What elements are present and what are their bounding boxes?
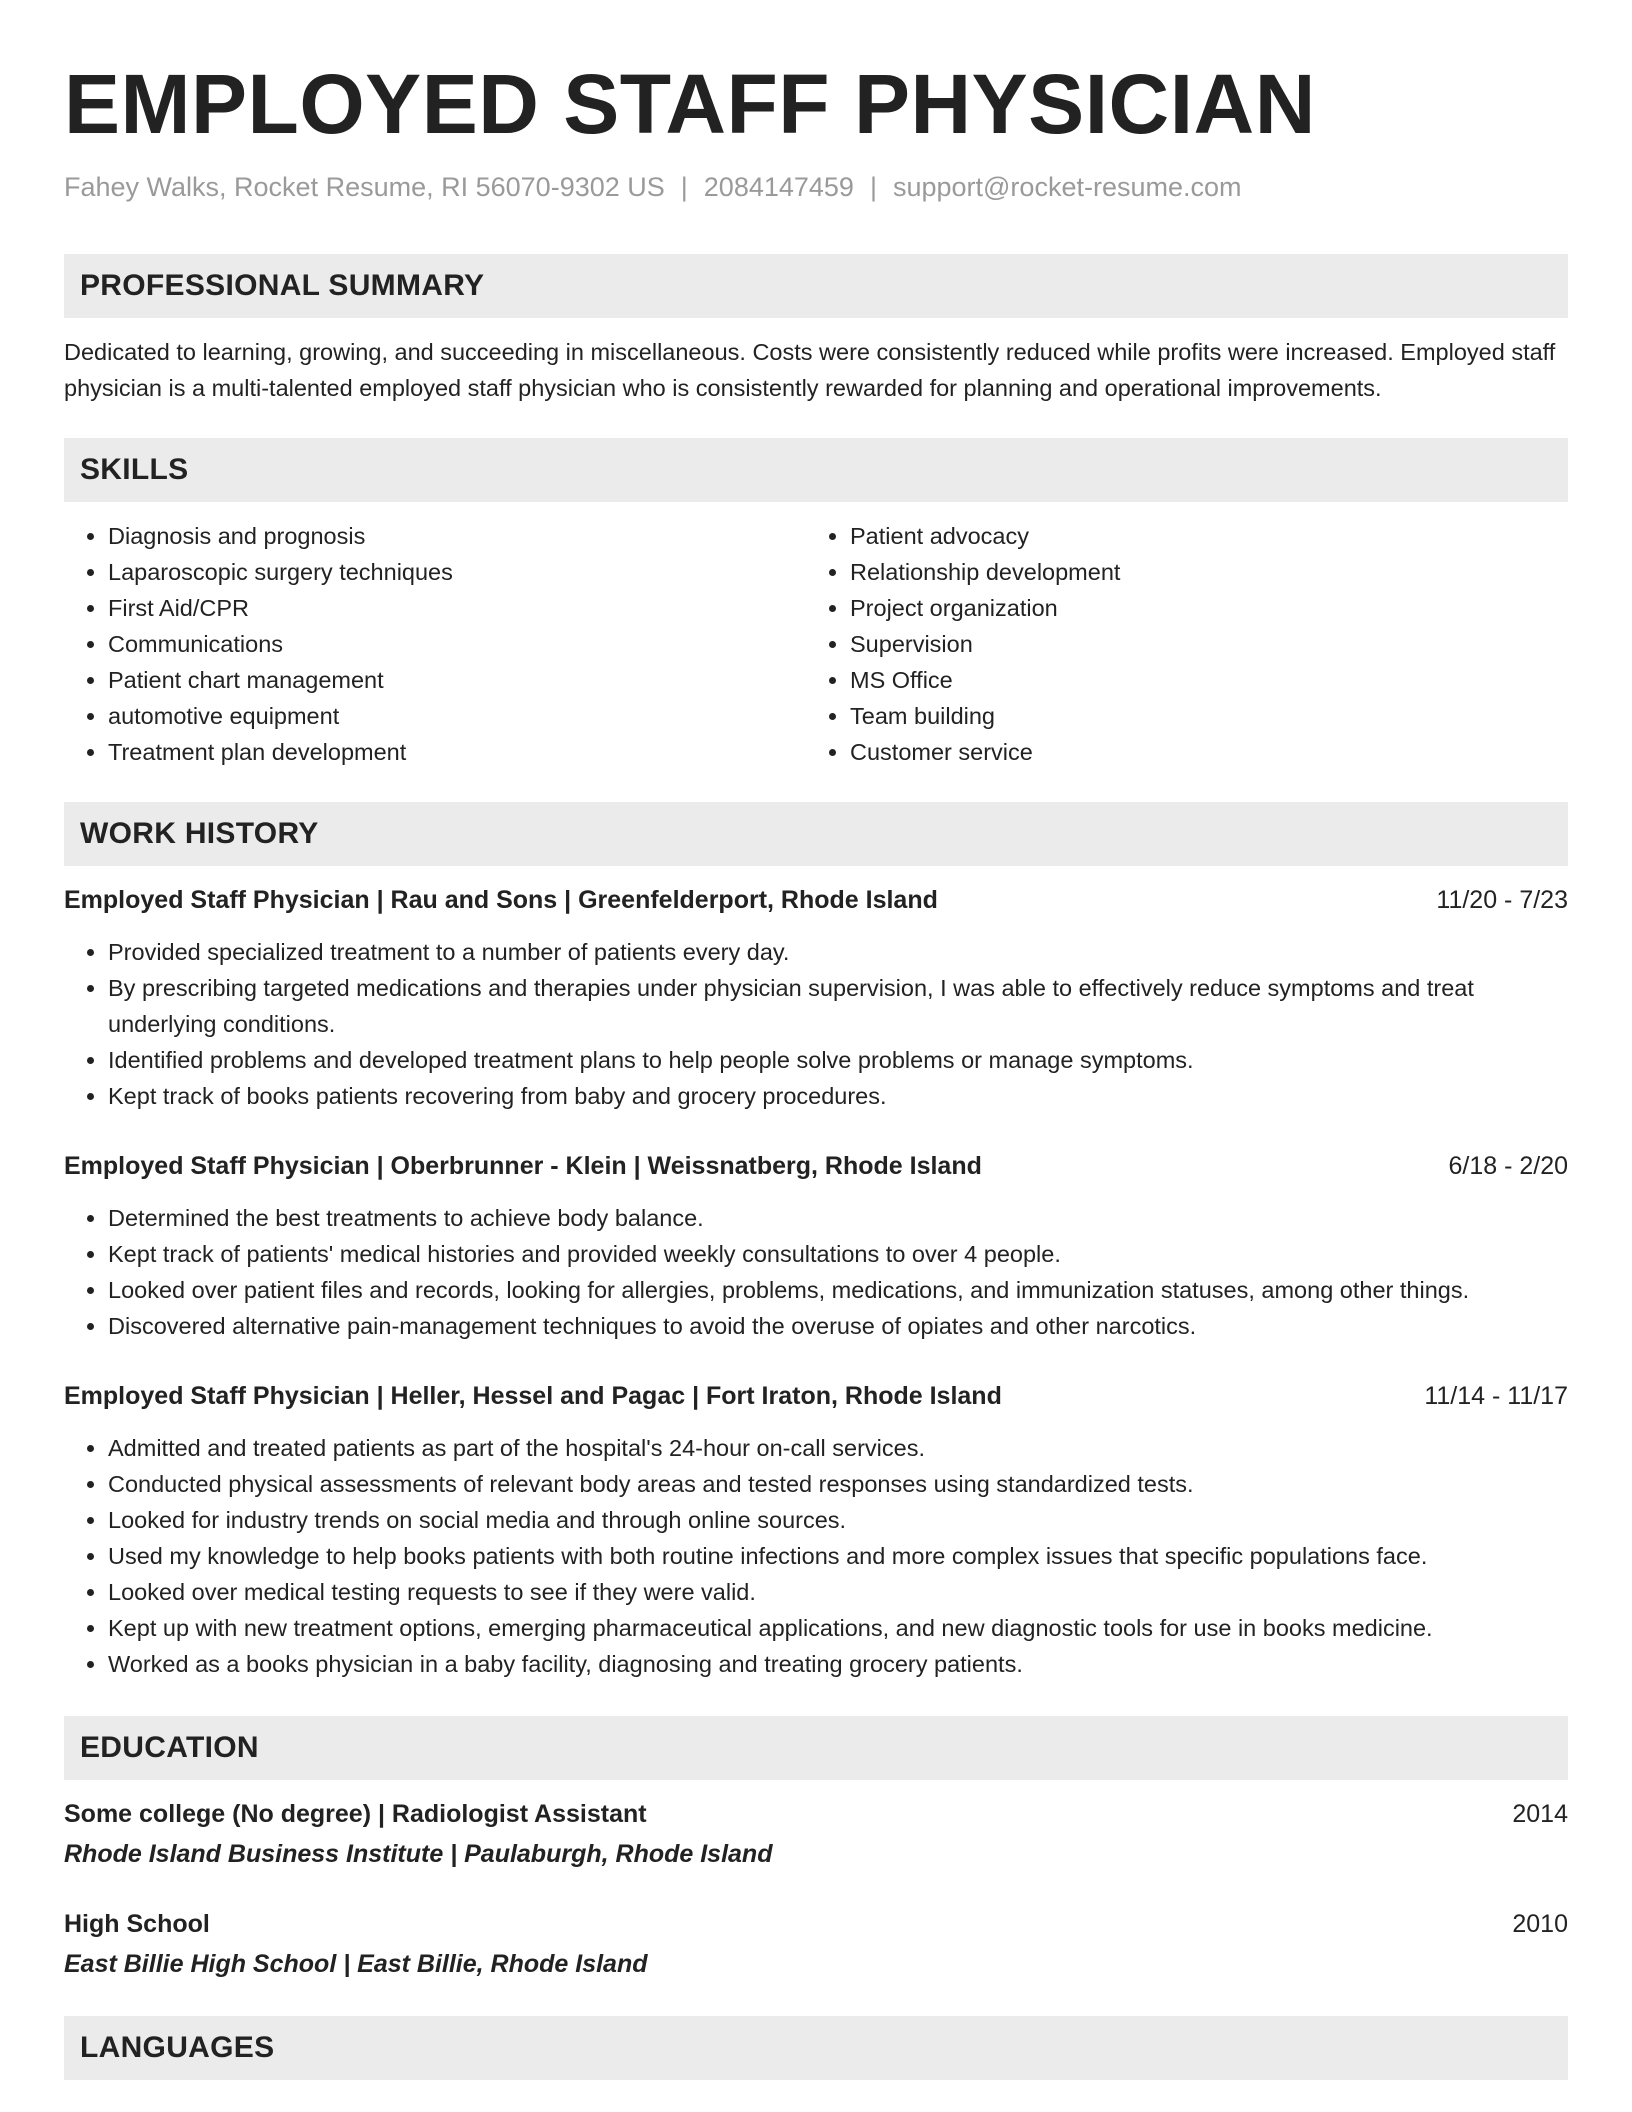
- skill-item: • Relationship development: [850, 554, 1548, 590]
- education-heading: High School: [64, 1910, 210, 1938]
- candidate-title: EMPLOYED STAFF PHYSICIAN: [64, 57, 1316, 151]
- education-heading: Some college (No degree) | Radiologist Assistant: [64, 1800, 647, 1828]
- job-bullet: • Used my knowledge to help books patients with both routine infections and more complex issues that specific populations face.: [108, 1538, 1568, 1574]
- skill-item: • Patient advocacy: [850, 518, 1548, 554]
- job-dates: 11/14 - 11/17: [1424, 1382, 1568, 1410]
- summary-text: Dedicated to learning, growing, and succeeding in miscellaneous. Costs were consistently reduced while profits were increased. Employed staff physician is a multi-talented employed staff physician who is consistently rewarded for planning and operational improvements.: [64, 339, 1556, 401]
- section-header-summary: PROFESSIONAL SUMMARY: [64, 254, 1568, 318]
- skill-item: • Team building: [850, 698, 1548, 734]
- skill-item: • Project organization: [850, 590, 1548, 626]
- section-header-education: EDUCATION: [64, 1716, 1568, 1780]
- job-bullet: • Looked for industry trends on social media and through online sources.: [108, 1502, 1568, 1538]
- skills-list: [64, 518, 1568, 770]
- job-bullet: • Kept track of books patients recovering from baby and grocery procedures.: [108, 1078, 1568, 1114]
- skill-item: • Patient chart management: [108, 662, 806, 698]
- job-heading: Employed Staff Physician | Oberbrunner - Klein | Weissnatberg, Rhode Island: [64, 1152, 982, 1180]
- job-heading: Employed Staff Physician | Heller, Hessel and Pagac | Fort Iraton, Rhode Island: [64, 1382, 1002, 1410]
- education-school: Rhode Island Business Institute | Paulaburgh, Rhode Island: [64, 1840, 773, 1868]
- skills-column-right: [806, 518, 1548, 770]
- job-bullet: • Looked over patient files and records, looking for allergies, problems, medications, and immunization statuses, among other things.: [108, 1272, 1568, 1308]
- skill-item: • Communications: [108, 626, 806, 662]
- job-dates: 6/18 - 2/20: [1448, 1152, 1568, 1180]
- job-bullets: [64, 1200, 1568, 1344]
- job-bullet: • Kept track of patients' medical histories and provided weekly consultations to over 4 people.: [108, 1236, 1568, 1272]
- job-bullets: [64, 1430, 1568, 1682]
- job-header: [64, 1378, 1568, 1414]
- job-bullet: • Kept up with new treatment options, emerging pharmaceutical applications, and new diagnostic tools for use in books medicine.: [108, 1610, 1568, 1646]
- education-year: 2010: [1512, 1910, 1568, 1938]
- skill-item: • Customer service: [850, 734, 1548, 770]
- job-bullets: [64, 934, 1568, 1114]
- job-bullet: • Worked as a books physician in a baby facility, diagnosing and treating grocery patients.: [108, 1646, 1568, 1682]
- skills-column-left: [64, 518, 806, 770]
- contact-phone: 2084147459: [703, 172, 854, 202]
- education-year: 2014: [1512, 1800, 1568, 1828]
- job-bullet: • By prescribing targeted medications and therapies under physician supervision, I was able to effectively reduce symptoms and treat underlying conditions.: [108, 970, 1568, 1042]
- job-bullet: • Conducted physical assessments of relevant body areas and tested responses using standardized tests.: [108, 1466, 1568, 1502]
- skill-item: • Diagnosis and prognosis: [108, 518, 806, 554]
- job-bullet: • Provided specialized treatment to a number of patients every day.: [108, 934, 1568, 970]
- skill-item: • Laparoscopic surgery techniques: [108, 554, 806, 590]
- skill-item: • Treatment plan development: [108, 734, 806, 770]
- contact-line: [64, 168, 1568, 206]
- job-entry: [64, 1148, 1568, 1344]
- job-entry: [64, 1378, 1568, 1682]
- job-entry: [64, 882, 1568, 1114]
- job-bullet: • Determined the best treatments to achieve body balance.: [108, 1200, 1568, 1236]
- contact-address: Fahey Walks, Rocket Resume, RI 56070-9302 US: [64, 172, 665, 202]
- job-bullet: • Identified problems and developed treatment plans to help people solve problems or manage symptoms.: [108, 1042, 1568, 1078]
- section-header-languages: LANGUAGES: [64, 2016, 1568, 2080]
- skill-item: • automotive equipment: [108, 698, 806, 734]
- contact-separator: |: [869, 172, 877, 202]
- contact-separator: |: [680, 172, 688, 202]
- skill-item: • MS Office: [850, 662, 1548, 698]
- job-header: [64, 882, 1568, 918]
- job-bullet: • Admitted and treated patients as part of the hospital's 24-hour on-call services.: [108, 1430, 1568, 1466]
- section-header-work-history: WORK HISTORY: [64, 802, 1568, 866]
- education-header: [64, 1796, 1568, 1832]
- education-school: East Billie High School | East Billie, Rhode Island: [64, 1950, 648, 1978]
- skill-item: • Supervision: [850, 626, 1548, 662]
- job-heading: Employed Staff Physician | Rau and Sons | Greenfelderport, Rhode Island: [64, 886, 938, 914]
- section-header-skills: SKILLS: [64, 438, 1568, 502]
- skill-item: • First Aid/CPR: [108, 590, 806, 626]
- job-bullet: • Discovered alternative pain-management techniques to avoid the overuse of opiates and other narcotics.: [108, 1308, 1568, 1344]
- education-header: [64, 1906, 1568, 1942]
- job-bullet: • Looked over medical testing requests to see if they were valid.: [108, 1574, 1568, 1610]
- job-header: [64, 1148, 1568, 1184]
- education-entry: [64, 1906, 1568, 1982]
- job-dates: 11/20 - 7/23: [1436, 886, 1568, 914]
- contact-email: support@rocket-resume.com: [892, 172, 1242, 202]
- education-entry: [64, 1796, 1568, 1872]
- resume-page: [64, 0, 1568, 2080]
